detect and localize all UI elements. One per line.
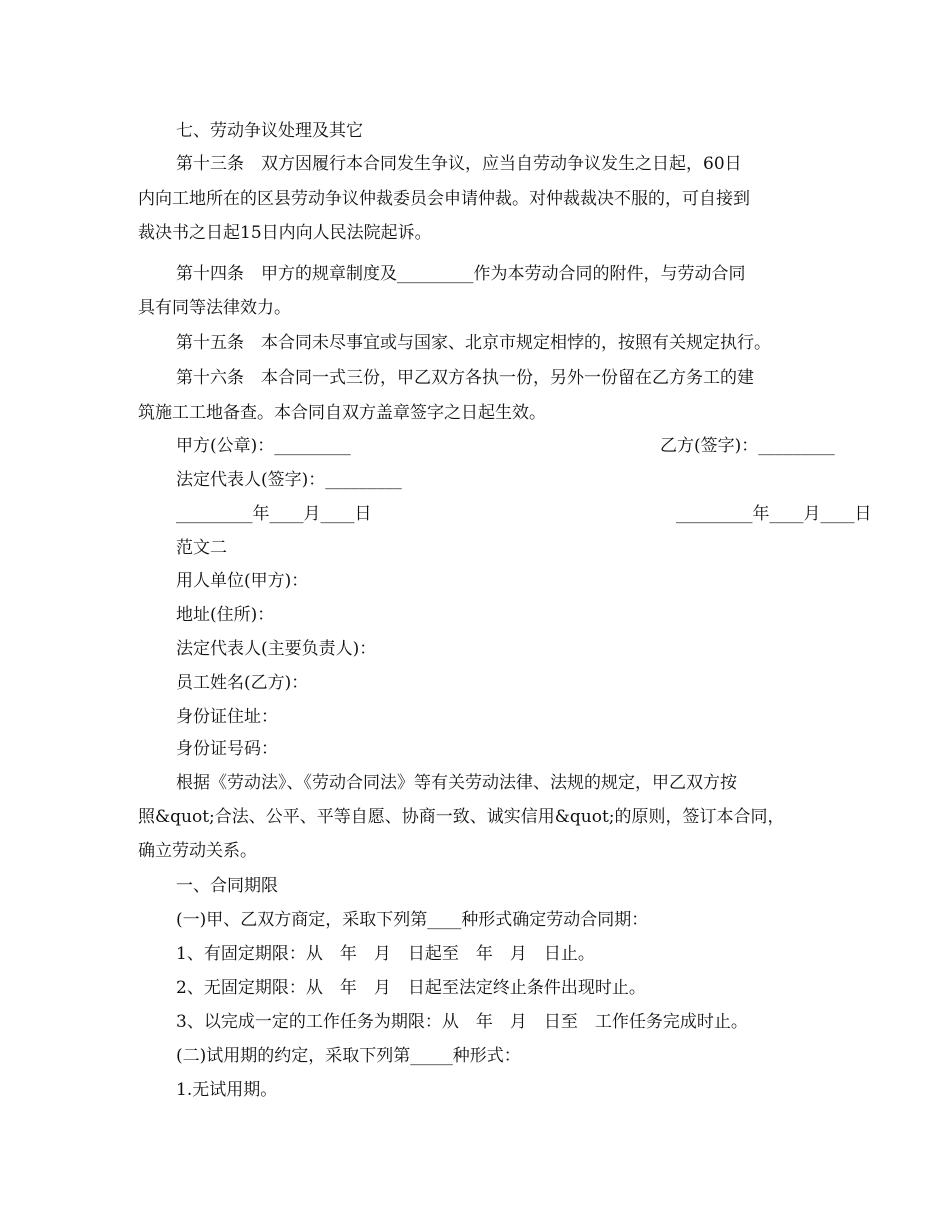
term-option-2: 2、无固定期限：从 年 月 日起至法定终止条件出现时止。 xyxy=(176,978,646,998)
article-13-line-1: 第十三条 双方因履行本合同发生争议，应当自劳动争议发生之日起，60日 xyxy=(176,154,742,174)
sample-2-title: 范文二 xyxy=(176,538,227,558)
signature-row xyxy=(138,435,858,457)
term-clause: (一)甲、乙双方商定，采取下列第____种形式确定劳动合同期： xyxy=(176,910,649,930)
section-1-heading: 一、合同期限 xyxy=(176,876,278,896)
date-right: _________年____月____日 xyxy=(676,504,872,524)
basis-line-1: 根据《劳动法》、《劳动合同法》等有关劳动法律、法规的规定，甲乙双方按 xyxy=(176,773,737,793)
date-left: _________年____月____日 xyxy=(176,504,372,524)
article-14-line-2: 具有同等法律效力。 xyxy=(138,298,291,318)
term-option-1: 1、有固定期限：从 年 月 日起至 年 月 日止。 xyxy=(176,944,595,964)
section-7-heading: 七、劳动争议处理及其它 xyxy=(176,121,363,141)
basis-line-3: 确立劳动关系。 xyxy=(138,841,257,861)
article-15: 第十五条 本合同未尽事宜或与国家、北京市规定相悖的，按照有关规定执行。 xyxy=(176,333,771,353)
legal-rep-field: 法定代表人(主要负责人)： xyxy=(176,639,377,659)
address-field: 地址(住所)： xyxy=(176,605,275,625)
id-address-field: 身份证住址： xyxy=(176,707,278,727)
article-13-line-2: 内向工地所在的区县劳动争议仲裁委员会申请仲裁。对仲裁裁决不服的，可自接到 xyxy=(138,189,750,209)
article-13-line-3: 裁决书之日起15日内向人民法院起诉。 xyxy=(138,223,432,243)
article-16-line-2: 筑施工工地备查。本合同自双方盖章签字之日起生效。 xyxy=(138,403,546,423)
employee-name-field: 员工姓名(乙方)： xyxy=(176,673,309,693)
article-14-line-1: 第十四条 甲方的规章制度及_________作为本劳动合同的附件，与劳动合同 xyxy=(176,264,746,284)
legal-rep-signature: 法定代表人(签字)：_________ xyxy=(176,470,402,490)
party-b-signature: 乙方(签字)：_________ xyxy=(660,436,835,456)
trial-period-clause: (二)试用期的约定，采取下列第_____种形式： xyxy=(176,1046,521,1066)
term-option-3: 3、以完成一定的工作任务为期限：从 年 月 日至 工作任务完成时止。 xyxy=(176,1012,748,1032)
basis-line-2: 照&quot;合法、公平、平等自愿、协商一致、诚实信用&quot;的原则，签订本合同， xyxy=(138,807,785,827)
employer-field: 用人单位(甲方)： xyxy=(176,571,309,591)
date-row xyxy=(138,503,872,525)
article-16-line-1: 第十六条 本合同一式三份，甲乙双方各执一份，另外一份留在乙方务工的建 xyxy=(176,368,754,388)
trial-option-1: 1.无试用期。 xyxy=(176,1080,278,1100)
id-number-field: 身份证号码： xyxy=(176,739,278,759)
party-a-seal: 甲方(公章)：_________ xyxy=(176,436,351,456)
